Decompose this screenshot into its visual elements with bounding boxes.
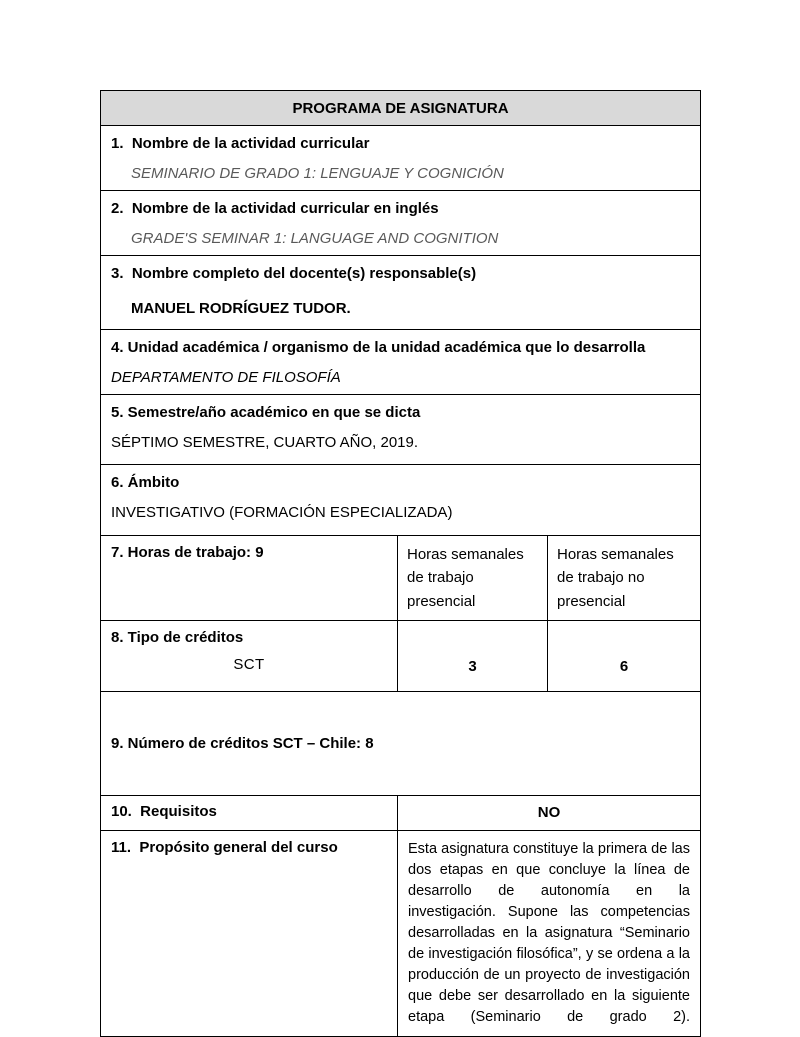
- instructor-value: MANUEL RODRÍGUEZ TUDOR.: [131, 300, 351, 317]
- row-ambit: [101, 465, 700, 536]
- ambit-value: INVESTIGATIVO (FORMACIÓN ESPECIALIZADA): [111, 504, 453, 521]
- purpose-label: 11. Propósito general del curso: [111, 838, 338, 856]
- row-instructor: [101, 256, 700, 330]
- row-course-name-english: [101, 191, 700, 256]
- no-presencial-hours-value: 6: [547, 621, 700, 691]
- row-sct-credits: [101, 692, 700, 796]
- requirements-value: NO: [397, 796, 700, 830]
- syllabus-table: [100, 90, 701, 1037]
- semester-label: 5. Semestre/año académico en que se dicta: [111, 404, 421, 421]
- course-name-english-value: GRADE'S SEMINAR 1: LANGUAGE AND COGNITION: [131, 230, 499, 247]
- no-presencial-column-header: Horas semanales de trabajo no presencial: [547, 536, 700, 620]
- instructor-label: 3. Nombre completo del docente(s) responsable(s): [111, 265, 477, 282]
- course-name-english-label: 2. Nombre de la actividad curricular en inglés: [111, 200, 439, 217]
- row-course-name: [101, 126, 700, 191]
- sct-credits-label: 9. Número de créditos SCT – Chile: 8: [111, 734, 374, 752]
- table-header-row: [101, 91, 700, 126]
- row-semester: [101, 395, 700, 465]
- presencial-column-header: Horas semanales de trabajo presencial: [397, 536, 547, 620]
- credit-type-cell: [101, 621, 397, 691]
- purpose-text: Esta asignatura constituye la primera de las dos etapas en que concluye la línea de desarrollo de autonomía en la investigación. Supone las competencias desarrolladas en la asignatura “Seminario de investigación filosófica”, y se ordena a la producción de un proyecto de investigación que debe ser desarrollado en la siguiente etapa (Seminario de grado 2).: [397, 831, 700, 1036]
- credit-type-label: 8. Tipo de créditos: [111, 628, 244, 646]
- row-credit-type: [101, 621, 700, 692]
- requirements-label: 10. Requisitos: [111, 802, 217, 820]
- course-name-value: SEMINARIO DE GRADO 1: LENGUAJE Y COGNICIÓN: [131, 165, 504, 182]
- academic-unit-label: 4. Unidad académica / organismo de la unidad académica que lo desarrolla: [111, 339, 646, 356]
- semester-value: SÉPTIMO SEMESTRE, CUARTO AÑO, 2019.: [111, 434, 419, 451]
- ambit-label: 6. Ámbito: [111, 474, 180, 491]
- presencial-hours-value: 3: [397, 621, 547, 691]
- row-requirements: [101, 796, 700, 831]
- course-name-label: 1. Nombre de la actividad curricular: [111, 135, 370, 152]
- row-work-hours: [101, 536, 700, 621]
- academic-unit-value: DEPARTAMENTO DE FILOSOFÍA: [111, 369, 341, 386]
- table-title: PROGRAMA DE ASIGNATURA: [292, 99, 509, 117]
- row-purpose: [101, 831, 700, 1036]
- work-hours-label: 7. Horas de trabajo: 9: [111, 544, 264, 561]
- row-academic-unit: [101, 330, 700, 395]
- credit-type-value: SCT: [233, 655, 265, 673]
